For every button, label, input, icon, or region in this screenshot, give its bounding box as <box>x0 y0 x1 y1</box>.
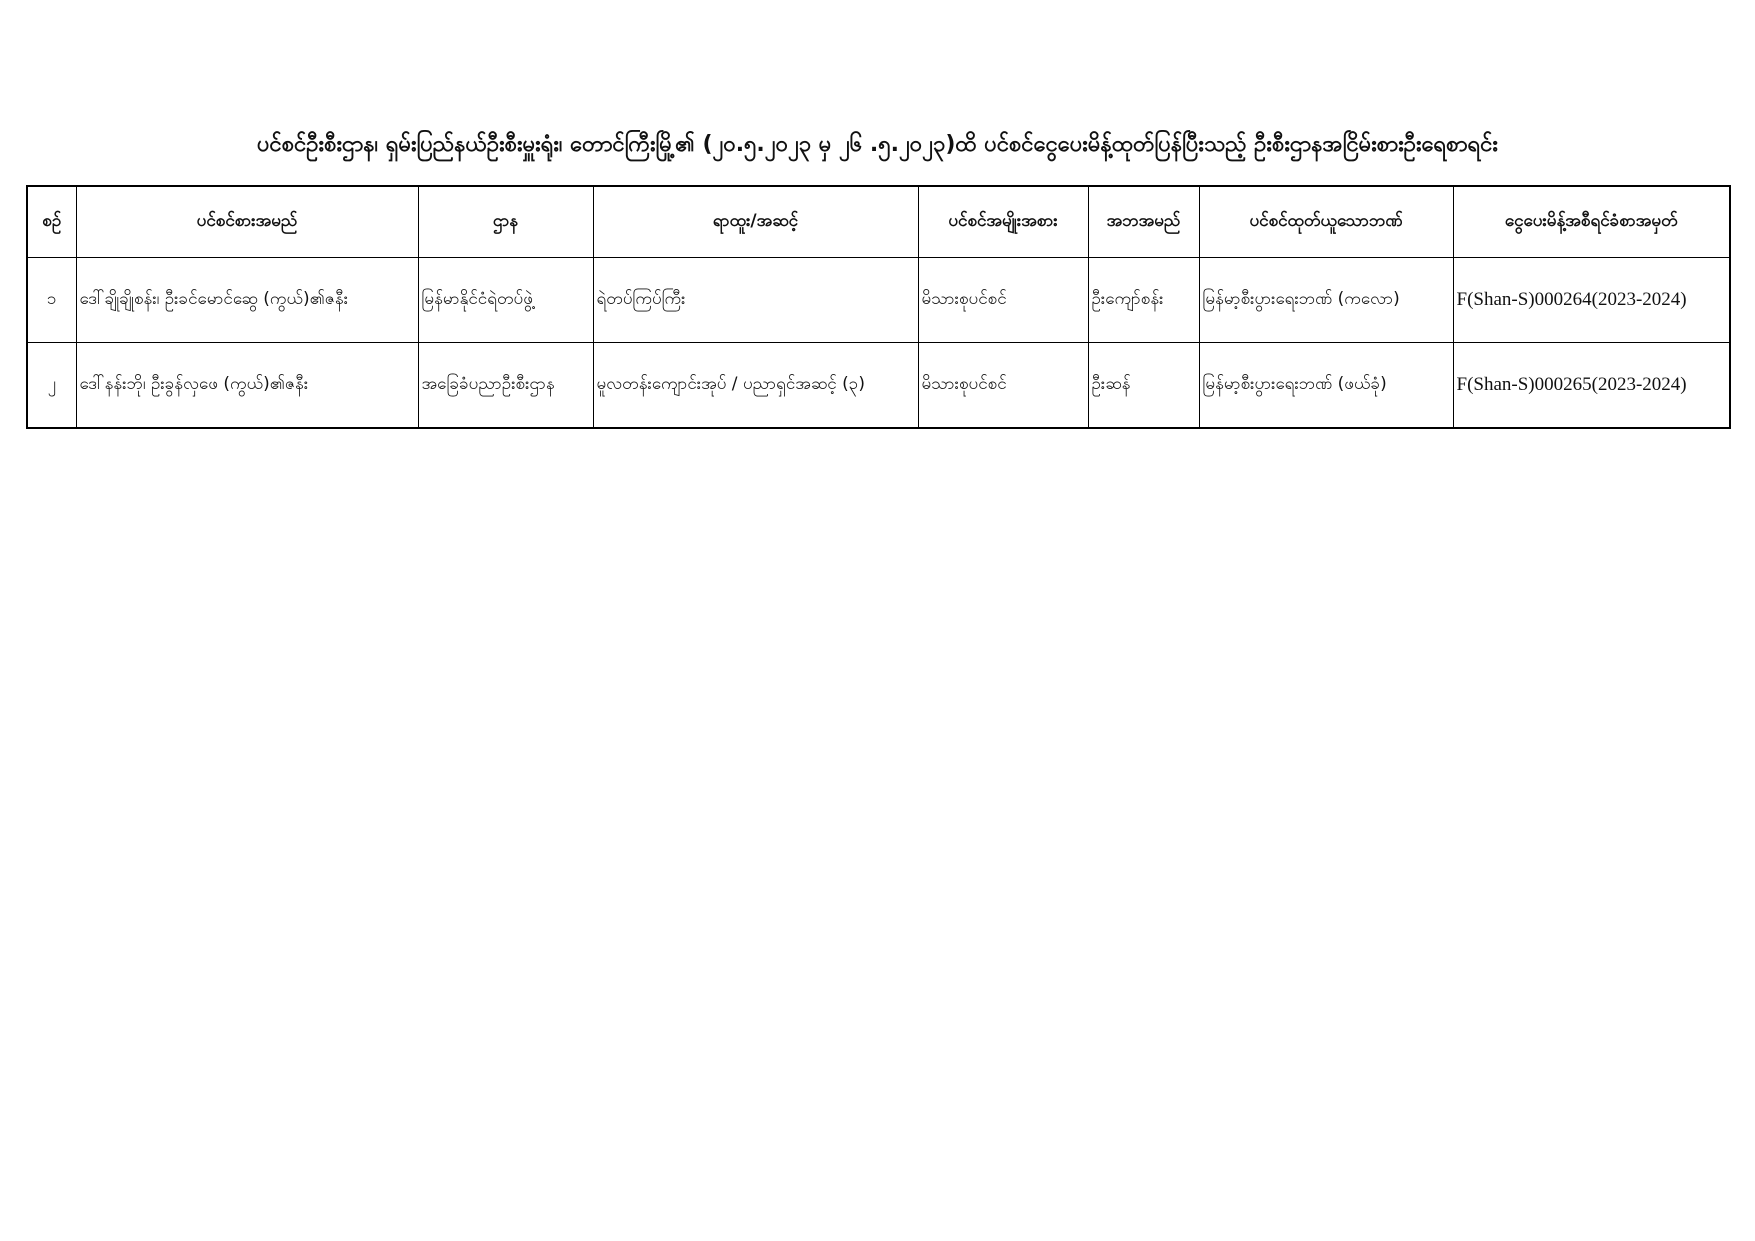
header-payment-order-number: ငွေပေးမိန့်အစီရင်ခံစာအမှတ် <box>1453 186 1730 258</box>
header-department: ဌာန <box>418 186 593 258</box>
header-pension-type: ပင်စင်အမျိုးအစား <box>918 186 1088 258</box>
cell-pensioner-name: ဒေါ်ချိုချိုစန်း၊ ဦးခင်မောင်ဆွေ (ကွယ်)၏ဇနီး <box>76 258 418 343</box>
cell-father-name: ဦးဆန် <box>1088 343 1199 429</box>
header-position-rank: ရာထူး/အဆင့် <box>593 186 918 258</box>
cell-payment-order-number: F(Shan-S)000264(2023-2024) <box>1453 258 1730 343</box>
table-row <box>27 343 1730 429</box>
cell-pension-bank: မြန်မာ့စီးပွားရေးဘဏ် (ဖယ်ခုံ) <box>1199 343 1453 429</box>
cell-father-name: ဦးကျော်စန်း <box>1088 258 1199 343</box>
cell-serial-number: ၁ <box>27 258 76 343</box>
cell-serial-number: ၂ <box>27 343 76 429</box>
cell-pension-type: မိသားစုပင်စင် <box>918 343 1088 429</box>
cell-department: မြန်မာနိုင်ငံရဲတပ်ဖွဲ့ <box>418 258 593 343</box>
cell-pension-bank: မြန်မာ့စီးပွားရေးဘဏ် (ကလော) <box>1199 258 1453 343</box>
document-title: ပင်စင်ဦးစီးဌာန၊ ရှမ်းပြည်နယ်ဦးစီးမှူးရုံး၊ တောင်ကြီးမြို့၏ (၂၀.၅.၂၀၂၃ မှ ၂၆ .၅.၂၀၂၃)ထိ ပင်စင်ငွေပေးမိန့်ထုတ်ပြန်ပြီးသည့် ဦးစီးဌာနအငြိမ်းစားဦးရေစာရင်း <box>256 132 1499 157</box>
cell-payment-order-number: F(Shan-S)000265(2023-2024) <box>1453 343 1730 429</box>
cell-pension-type: မိသားစုပင်စင် <box>918 258 1088 343</box>
table-row <box>27 258 1730 343</box>
pension-records-table <box>26 185 1731 429</box>
cell-position-rank: ရဲတပ်ကြပ်ကြီး <box>593 258 918 343</box>
cell-position-rank: မူလတန်းကျောင်းအုပ် / ပညာရှင်အဆင့် (၃) <box>593 343 918 429</box>
header-pension-bank: ပင်စင်ထုတ်ယူသောဘဏ် <box>1199 186 1453 258</box>
cell-department: အခြေခံပညာဦးစီးဌာန <box>418 343 593 429</box>
header-father-name: အဘအမည် <box>1088 186 1199 258</box>
header-serial-number: စဉ် <box>27 186 76 258</box>
table-header-row <box>27 186 1730 258</box>
header-pensioner-name: ပင်စင်စားအမည် <box>76 186 418 258</box>
cell-pensioner-name: ဒေါ်နန်းဘို၊ ဦးခွန်လှဖေ (ကွယ်)၏ဇနီး <box>76 343 418 429</box>
